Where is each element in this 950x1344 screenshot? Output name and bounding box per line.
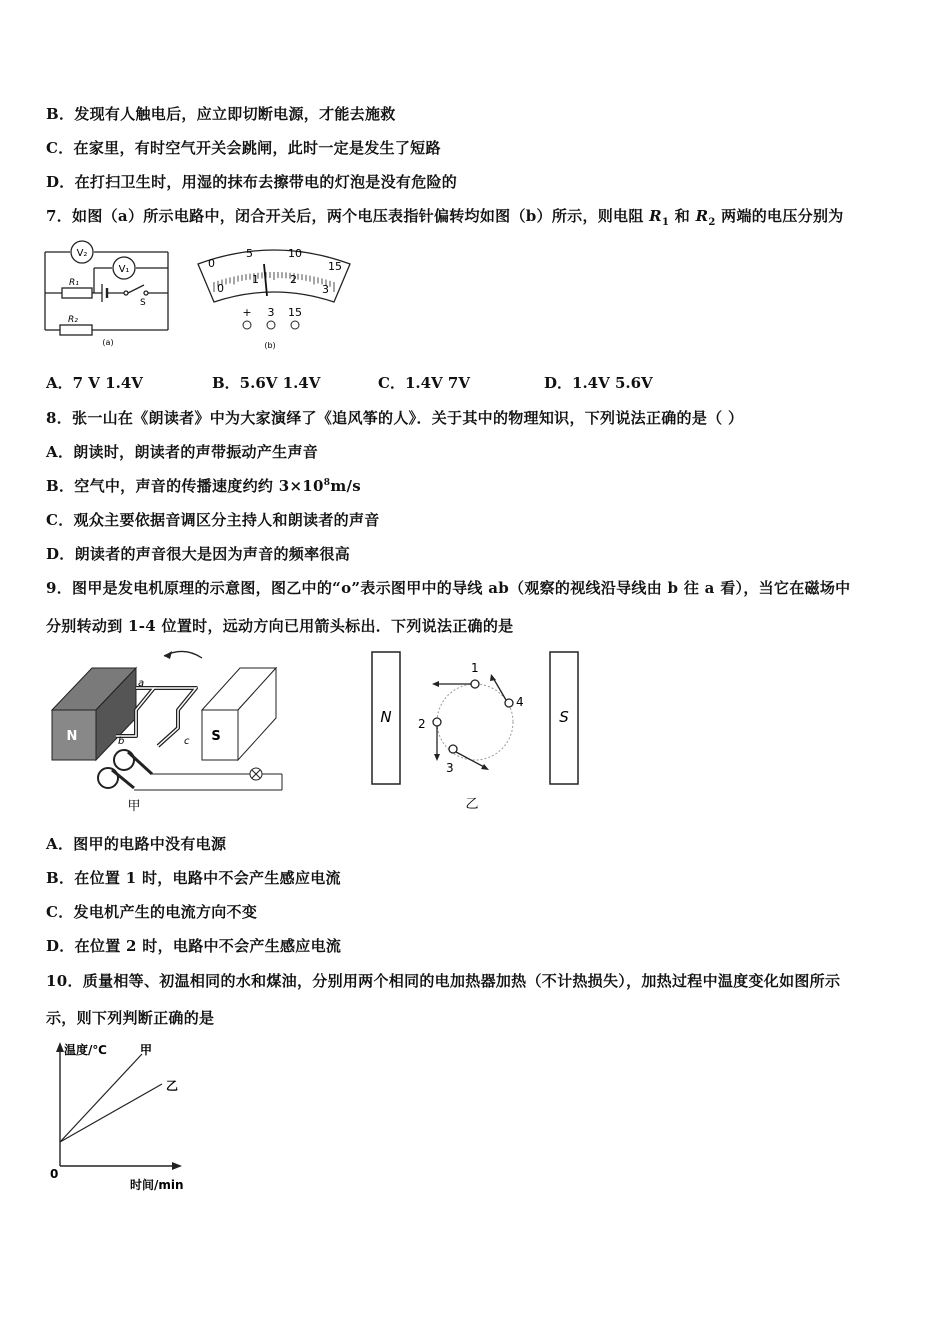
position-3-label: 3: [446, 761, 454, 775]
position-1-label: 1: [471, 661, 479, 675]
series-jia-line: [60, 1054, 142, 1142]
dial-bottom-2: 2: [290, 273, 297, 286]
q8-option-b: B．空气中，声音的传播速度约约 $3\times 10^8m/s$: [46, 477, 362, 495]
q10-stem-line1: 10．质量相等、初温相同的水和煤油，分别用两个相同的电加热器加热（不计热损失），加热过程中温度变化如图所示: [46, 972, 841, 990]
wire-a-label: a: [138, 678, 145, 689]
figure-b-caption: (b): [264, 341, 276, 350]
pole-s-label: S: [559, 708, 569, 726]
dial-bottom-0: 0: [217, 282, 224, 295]
resistor-r2-label: R₂: [68, 315, 78, 325]
q9-option-d: D．在位置 2 时，电路中不会产生感应电流: [46, 937, 342, 955]
q9-option-c: C．发电机产生的电流方向不变: [46, 903, 258, 921]
q6-option-b: B．发现有人触电后，应立即切断电源，才能去施救: [46, 105, 396, 123]
q8-stem: 8．张一山在《朗读者》中为大家演绎了《追风筝的人》．关于其中的物理知识，下列说法正确的是（ ）: [46, 409, 744, 427]
y-axis-label: 温度/℃: [64, 1043, 107, 1057]
x-axis-label: 时间/min: [130, 1178, 184, 1192]
q7-option-d: D．1.4V 5.6V: [544, 374, 653, 392]
figure-jia-caption: 甲: [127, 799, 141, 813]
dial-top-15: 15: [328, 260, 342, 273]
generator-figure-jia: [44, 648, 294, 813]
switch-s-label: S: [140, 298, 146, 308]
dial-bottom-1: 1: [252, 273, 259, 286]
q8-option-c: C．观众主要依据音调区分主持人和朗读者的声音: [46, 511, 380, 529]
voltmeter-v1-label: V₁: [118, 264, 130, 275]
q9-stem-line2: 分别转动到 1-4 位置时，远动方向已用箭头标出．下列说法正确的是: [46, 617, 514, 635]
q8-option-a: A．朗读时，朗读者的声带振动产生声音: [46, 443, 319, 461]
q6-option-d: D．在打扫卫生时，用湿的抹布去擦带电的灯泡是没有危险的: [46, 173, 458, 191]
q7-stem: 7．如图（a）所示电路中，闭合开关后，两个电压表指针偏转均如图（b）所示，则电阻 $R_1$ 和 $R_2$ 两端的电压分别为: [46, 207, 844, 228]
q6-option-c: C．在家里，有时空气开关会跳闸，此时一定是发生了短路: [46, 139, 441, 157]
q9-stem-line1: 9．图甲是发电机原理的示意图，图乙中的“o”表示图甲中的导线 ab（观察的视线沿导线由 b 往 a 看），当它在磁场中: [46, 579, 851, 597]
temperature-time-graph: [44, 1038, 214, 1196]
pole-n-label: N: [380, 708, 392, 726]
voltmeter-v2-label: V₂: [76, 248, 88, 259]
series-yi-line: [60, 1084, 162, 1142]
resistor-r1-label: R₁: [69, 278, 79, 288]
position-2-label: 2: [418, 717, 426, 731]
rotation-figure-yi: [360, 648, 590, 813]
dial-bottom-3: 3: [322, 283, 329, 296]
q8-option-d: D．朗读者的声音很大是因为声音的频率很高: [46, 545, 351, 563]
q9-option-a: A．图甲的电路中没有电源: [46, 835, 227, 853]
dial-top-0: 0: [208, 257, 215, 270]
terminal-3: 3: [267, 306, 275, 319]
dial-top-10: 10: [288, 247, 302, 260]
magnet-n-label: N: [66, 729, 78, 744]
origin-label: 0: [50, 1167, 59, 1181]
dial-top-5: 5: [246, 247, 253, 260]
position-4-label: 4: [516, 695, 524, 709]
terminal-15: 15: [288, 306, 302, 319]
series-jia-label: 甲: [140, 1043, 153, 1057]
voltmeter-dial-b: [190, 240, 358, 352]
terminal-plus: +: [242, 306, 252, 319]
figure-a-caption: (a): [102, 338, 114, 347]
q10-stem-line2: 示，则下列判断正确的是: [46, 1009, 215, 1027]
wire-b-label: b: [118, 736, 125, 747]
q7-options: [46, 372, 653, 393]
wire-c-label: c: [184, 736, 190, 747]
q9-option-b: B．在位置 1 时，电路中不会产生感应电流: [46, 869, 341, 887]
magnet-s-label: S: [211, 729, 221, 744]
circuit-diagram-a: [40, 238, 176, 350]
q7-option-b: B．5.6V 1.4V: [212, 374, 321, 392]
q7-option-a: A．7 V 1.4V: [46, 374, 143, 392]
q7-option-c: C．1.4V 7V: [378, 374, 470, 392]
figure-yi-caption: 乙: [465, 797, 479, 812]
series-yi-label: 乙: [166, 1079, 179, 1093]
